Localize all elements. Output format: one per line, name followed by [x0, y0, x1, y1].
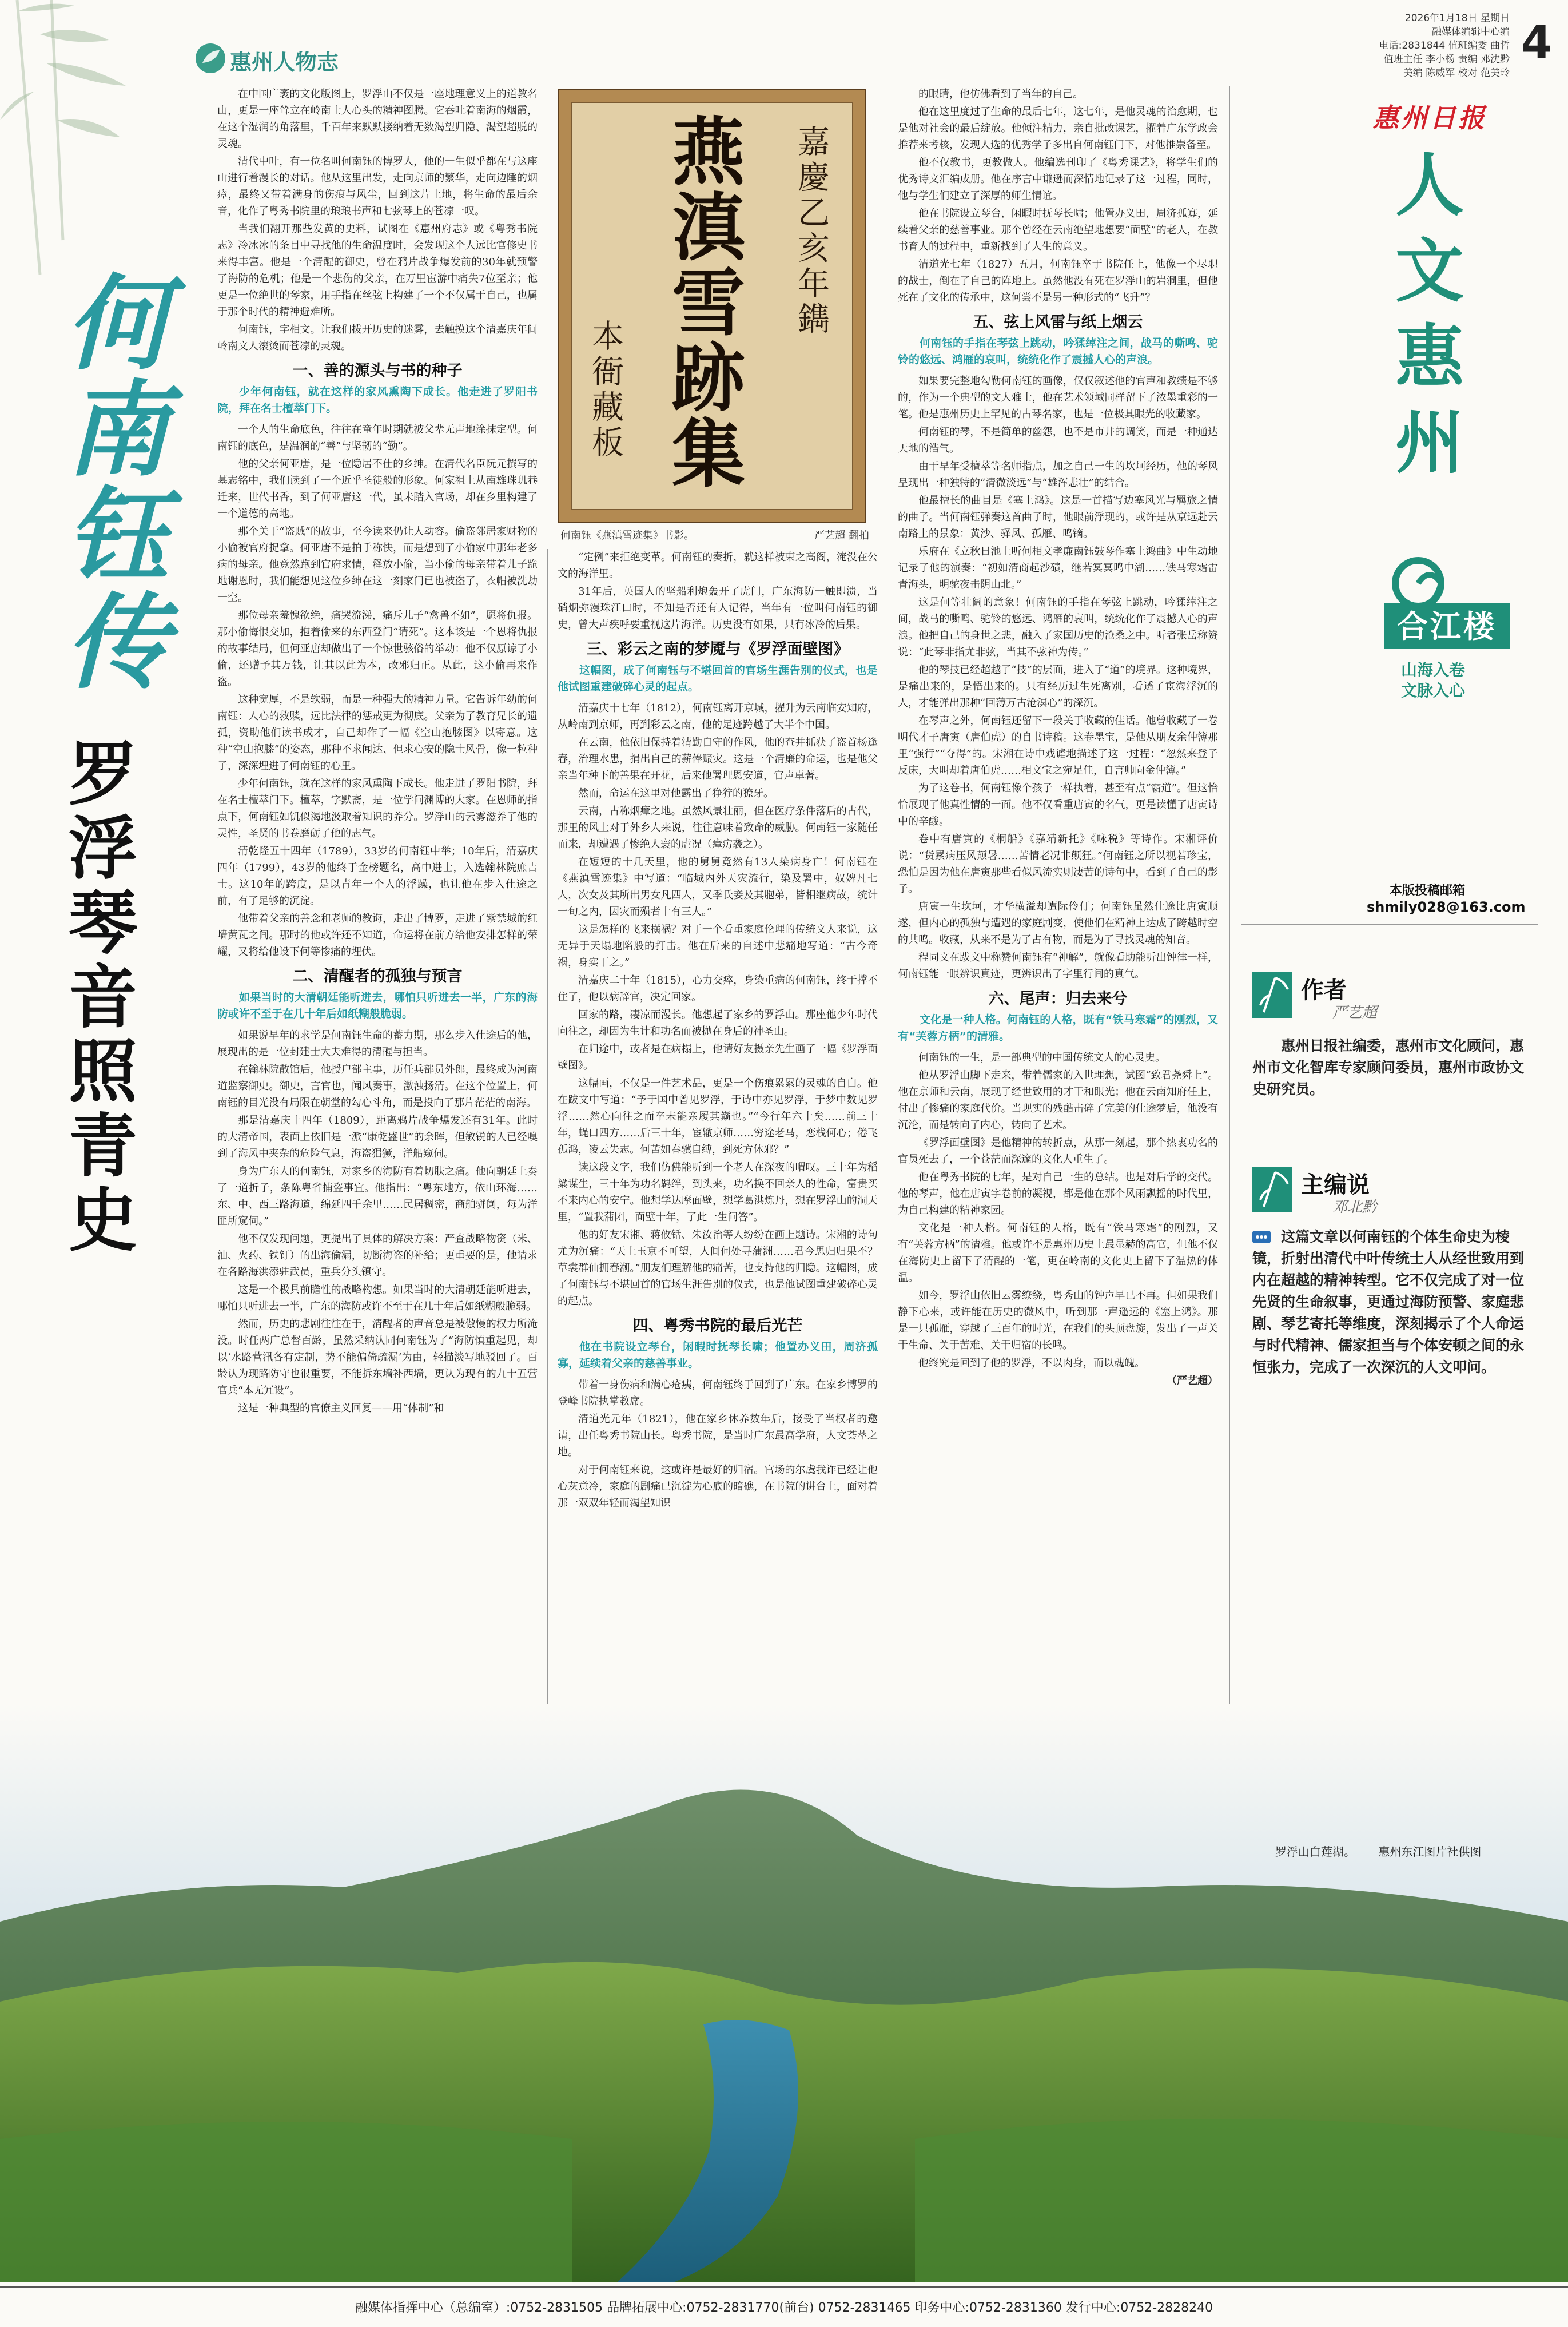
paragraph: 他最擅长的曲目是《塞上鸿》。这是一首描写边塞风光与羁旅之情的曲子。当何南钰弹奏这首曲子时，他眼前浮现的，或许是从京远赴云南路上的景象：黄沙、驿风、孤雁、鸣镝。 — [898, 495, 1218, 540]
desk-line: 融媒体编辑中心编 — [1432, 26, 1510, 38]
paragraph: 那是清嘉庆十四年（1809），距离鸦片战争爆发还有31年。此时的大清帝国，表面上依旧是一派“康乾盛世”的余晖，但敏锐的人已经嗅到了海风中夹杂的危险气息，海盗猖獗，洋船窥伺。 — [217, 1115, 538, 1160]
paragraph: 如果要完整地勾勒何南钰的画像，仅仅叙述他的官声和教绩是不够的，作为一个典型的文人雅士，他在艺术领域同样留下了浓墨重彩的一笔。他是惠州历史上罕见的古琴名家，也是一位极具眼光的收藏家。 — [898, 375, 1218, 420]
paragraph: 这是一个极具前瞻性的战略构想。如果当时的大清朝廷能听进去，哪怕只听进去一半，广东的海防或许不至于在几十年后如纸糊般脆弱。 — [217, 1284, 538, 1312]
book-side-text: 嘉慶乙亥年鐫 — [793, 125, 830, 337]
paragraph: 这是怎样的飞来横祸？对于一个看重家庭伦理的传统文人来说，这无异于天塌地陷般的打击。他在后来的自述中悲痛地写道：“古今奇祸，身实丁之。” — [558, 924, 878, 969]
paragraph: 在云南，他依旧保持着清勤自守的作风，他的查井抓获了盗首杨逢春，治理水患，捐出自己的薪俸赈灾。这是一个清廉的命运，也是他父亲当年种下的善果在开花，后来他署理恩安道，官声卓著。 — [558, 737, 878, 782]
paragraph: 他不仅发现问题，更提出了具体的解决方案：严查战略物资（米、油、火药、铁钉）的出海偷漏，切断海盗的补给；更重要的是，他请求在各路海洪添驻武员，重兵分头镇守。 — [217, 1233, 538, 1278]
section-lead-1: 少年何南钰，就在这样的家风熏陶下成长。他走进了罗阳书院，拜在名士檀萃门下。 — [217, 385, 538, 415]
book-caption — [560, 527, 869, 542]
column-slogan-2: 文脉入心 — [1401, 681, 1466, 700]
paragraph: 这幅画，不仅是一件艺术品，更是一个伤痕累累的灵魂的自白。他在跋文中写道：“予于国中曾见罗浮，于诗中亦见罗浮，于梦中数见罗浮……然心向往之而卒未能亲履其巅也。”“今行年六十矣……前三十年，蝇口四方……后三十年，宦辙京师……穷途老马，恋栈何心；倦飞孤鸿，凌云失志。何苦如春骥自缚，到死方休邪？” — [558, 1077, 878, 1156]
editor-bamboo-icon — [1252, 1167, 1292, 1212]
footer-rule — [0, 2286, 1568, 2288]
paragraph: 的眼睛，他仿佛看到了当年的自己。 — [918, 88, 1083, 100]
section-heading-2: 二、清醒者的孤独与预言 — [292, 968, 463, 985]
column-slogan-1: 山海入卷 — [1401, 661, 1466, 679]
editor-label: 主编说 — [1301, 1172, 1370, 1198]
section-label-text: 惠州人物志 — [230, 50, 339, 75]
paragraph: 清道光元年（1821），他在家乡休养数年后，接受了当权者的邀请，出任粤秀书院山长。粤秀书院，是当时广东最高学府，人文荟萃之地。 — [558, 1413, 878, 1458]
paragraph: 这是一种典型的官僚主义回复——用“体制”和 — [238, 1402, 444, 1414]
paragraph: 在归途中，或者是在病榻上，他请好友摄亲先生画了一幅《罗浮面壁图》。 — [558, 1043, 878, 1072]
paragraph: 清嘉庆十七年（1812），何南钰离开京城，擢升为云南临安知府，从岭南到京师，再到彩云之南，他的足迹跨越了大半个中国。 — [558, 702, 878, 731]
date-line: 2026年1月18日 星期日 — [1404, 13, 1510, 24]
phone-line: 电话:2831844 值班编委 曲哲 — [1379, 40, 1510, 51]
mailbox-title: 本版投稿邮箱 — [1390, 884, 1466, 898]
section-lead-6: 文化是一种人格。何南钰的人格，既有“铁马寒霜”的刚烈，又有“芙蓉方柄”的清雅。 — [898, 1013, 1218, 1043]
paragraph: 何南钰，字相文。让我们拨开历史的迷雾，去触摸这个清嘉庆年间岭南文人滚烫而苍凉的灵魂。 — [217, 324, 538, 352]
author-label: 作者 — [1301, 977, 1347, 1004]
paragraph: 带着一身伤病和满心疮痍，何南钰终于回到了广东。在家乡博罗的登峰书院执掌教席。 — [558, 1379, 878, 1407]
book-right-text: 本衙藏板 — [587, 319, 624, 461]
section-heading-5: 五、弦上风雷与纸上烟云 — [973, 313, 1143, 331]
paragraph: 身为广东人的何南钰，对家乡的海防有着切肤之痛。他向朝廷上奏了一道折子，条陈粤省捕盗事宜。他指出：“粤东地方，依山环海……东、中、西三路海道，绵延四千余里……民居稠密，商舶骈阗，每为洋匪所窥伺。” — [217, 1166, 538, 1227]
paragraph: 然而，历史的悲剧往往在于，清醒者的声音总是被傲慢的权力所淹没。时任两广总督百龄，虽然采纳认同何南钰为了“海防慎重起见，却以‘水路营汛各有定制，势不能偏倚疏漏’为由，轻描淡写地驳回了。百龄认为现路防守也很重要，不能拆东墙补西墙，更认为现有的九十五营官兵“本无冗设”。 — [217, 1318, 538, 1397]
paragraph: 文化是一种人格。何南钰的人格，既有“铁马寒霜”的刚烈，又有“芙蓉方柄”的清雅。他或许不是惠州历史上最显赫的高官，但他不仅在海防史上留下了清醒的一笔，更在岭南的文化史上留下了温热的体温。 — [898, 1222, 1218, 1284]
staff-line-2: 美编 陈威军 校对 范美玲 — [1403, 67, 1510, 79]
editor-comment: 这篇文章以何南钰的个体生命史为棱镜，折射出清代中叶传统士人从经世致用到内在超越的精神转型。它不仅完成了对一位先贤的生命叙事，更通过海防预警、家庭悲剧、琴艺寄托等维度，深刻揭示了个人命运与时代精神、儒家担当与个体安顿之间的永恒张力，完成了一次深沉的人文叩问。 — [1252, 1228, 1525, 1375]
paragraph: 清嘉庆二十年（1815），心力交瘁，身染重病的何南钰，终于撑不住了，他以病辞官，决定回家。 — [558, 974, 878, 1003]
paragraph: 《罗浮面壁图》是他精神的转折点，从那一刻起，那个热衷功名的官员死去了，一个苍茫而深邃的文化人重生了。 — [898, 1137, 1218, 1166]
paragraph: 当我们翻开那些发黄的史料，试图在《惠州府志》或《粤秀书院志》冷冰冰的条目中寻找他的生命温度时，会发现这个人远比官修史书来得丰富。他是一个清醒的御史，曾在鸦片战争爆发前的30年就预警了海防的危机；他是一个悲伤的父亲，在万里宦游中痛失7位至亲；他更是一位绝世的琴家，用手指在丝弦上构建了一个不仅属于自己，也属于那个时代的精神避难所。 — [217, 223, 538, 318]
paragraph: 乐府在《立秋日池上听何相文孝廉南钰鼓琴作塞上鸿曲》中生动地记录了他的演奏：“初如清商起沙碛，继若冥冥鸣中湖……铁马寒霜雷青海头，明驼夜击阴山北。” — [898, 546, 1218, 591]
paragraph: 程同文在跋文中称赞何南钰有“神解”，就像看助能听出钟律一样，何南钰能一眼辨识真迹，更辨识出了字里行间的真气。 — [898, 952, 1218, 980]
paragraph: 他不仅教书，更教做人。他编选刊印了《粤秀课艺》，将学生们的优秀诗文汇编成册。他在序言中谦逊而深情地记录了这一过程，同时，他与学生们建立了深厚的师生情谊。 — [898, 157, 1218, 202]
luofu-lake-photo — [0, 1704, 1568, 2282]
paragraph: 为了这卷书，何南钰像个孩子一样执着，甚至有点“霸道”。但这恰恰展现了他真性情的一面。他不仅看重唐寅的名气，更是读懂了唐寅诗中的辛酸。 — [898, 782, 1218, 828]
paragraph: 回家的路，凄凉而漫长。他想起了家乡的罗浮山。那座他少年时代向往之，却因为生计和功名而被抛在身后的神圣山。 — [558, 1009, 878, 1037]
paragraph: 一个人的生命底色，往往在童年时期就被父辈无声地涂抹定型。何南钰的底色，是温润的“善”与坚韧的“勤”。 — [217, 424, 538, 452]
paragraph: 何南钰的琴，不是简单的幽怨，也不是市井的调笑，而是一种通达天地的浩气。 — [898, 426, 1218, 455]
photo-caption-text: 罗浮山白莲湖。 — [1275, 1845, 1355, 1859]
paragraph: 如果说早年的求学是何南钰生命的蓄力期，那么步入仕途后的他，展现出的是一位封建士大夫难得的清醒与担当。 — [217, 1029, 538, 1058]
paragraph: 卷中有唐寅的《桐船》《嘉靖新托》《咏税》等诗作。宋湘评价说：“货累病压风颠暑……苦情老况非颠狂。”何南钰之所以视若珍宝，恐怕是因为他在唐寅那些看似风流实则凄苦的诗句中，看到了自己的影子。 — [898, 833, 1218, 895]
author-bio: 惠州日报社编委，惠州市文化顾问，惠州市文化智库专家顾问委员，惠州市政协文史研究员。 — [1252, 1037, 1525, 1097]
book-title-chars: 燕滇雪跡集 — [659, 113, 745, 491]
section-lead-5: 何南钰的手指在琴弦上跳动，吟猱绰注之间，战马的嘶鸣、驼铃的悠远、鸿雁的哀叫，统统化作了震撼人心的声浪。 — [898, 337, 1218, 366]
paragraph: 清乾隆五十四年（1789），33岁的何南钰中举；10年后，清嘉庆四年（1799），43岁的他终于金榜题名，高中进士，入选翰林院庶吉士。这10年的跨度，是以青年一个人的浮躁，也让他在步入仕途之前，有了足够的沉淀。 — [217, 845, 538, 907]
paragraph: 他的好友宋湘、蒋攸铦、朱汝治等人纷纷在画上题诗。宋湘的诗句尤为沉痛：“天上玉京不可望，人间何处寻蒲洲……君今思归归果不？草裳群仙拥春潮。”朋友们理解他的痛苦，也支持他的归隐。这幅图，成了何南钰与不堪回首的官场生涯告别的仪式，也是他试图重建破碎心灵的起点。 — [558, 1229, 878, 1307]
photo-caption — [1275, 1843, 1481, 1859]
footer-line: 融媒体指挥中心（总编室）:0752-2831505 品牌拓展中心:0752-2831770(前台) 0752-2831465 印务中心:0752-2831360 发行中心:0752-2828240 — [355, 2301, 1213, 2315]
article-column-2 — [558, 549, 878, 1513]
paragraph: 他的琴技已经超越了“技”的层面，进入了“道”的境界。这种境界，是痛出来的，是悟出来的。只有经历过生死离别，看透了宦海浮沉的人，才能弹出那种“回薄万古沧溟心”的深沉。 — [898, 664, 1218, 709]
paragraph: 在中国广袤的文化版图上，罗浮山不仅是一座地理意义上的道教名山，更是一座耸立在岭南士人心头的精神图腾。它吞吐着南海的烟霞，在这个湿润的角落里，千百年来默默接纳着无数渴望归隐、渴望超脱的灵魂。 — [217, 88, 538, 150]
page-number: 4 — [1521, 17, 1553, 69]
bamboo-decoration — [0, 0, 206, 286]
paragraph: 他的父亲何亚唐，是一位隐居不仕的乡绅。在清代名臣阮元撰写的墓志铭中，我们读到了一个近乎圣徒般的形象。何家祖上从南雄珠玑巷迁来，世代书香，到了何亚唐这一代，虽未踏入官场，却在乡里构建了一个道德的高地。 — [217, 458, 538, 520]
paragraph: 少年何南钰，就在这样的家风熏陶下成长。他走进了罗阳书院，拜在名士檀萃门下。檀萃，字默斋，是一位学问渊博的大家。在恩师的指点下，何南钰如饥似渴地汲取着知识的养分。罗浮山的云雾滋养了他的灵性，圣贤的书卷磨砺了他的志气。 — [217, 778, 538, 840]
column-divider — [547, 549, 548, 1836]
paragraph: 这种宽厚，不是软弱，而是一种强大的精神力量。它告诉年幼的何南钰：人心的救赎，远比法律的惩戒更为彻底。父亲为了教育兄长的遗孤，资助他们读书成才，自己却作了一幅《空山抱膝图》以寄意。这种“空山抱膝”的姿态，那种不求闻达、但求心安的隐士风骨，像一粒种子，深深埋进了何南钰的心里。 — [217, 694, 538, 772]
paragraph: 那个关于“盗贼”的故事，至今读来仍让人动容。偷盗邻居家财物的小偷被官府捉拿。何亚唐不是拍手称快，而是想到了小偷家中那年老多病的母亲。他竟然跑到官府求情，释放小偷，当小偷的母亲带着儿子跪地谢恩时，我们能想见这位乡绅在这一刻家门已也被盗了，衣帽被洗劫一空。 — [217, 526, 538, 604]
column-name: 合江楼 — [1384, 603, 1510, 649]
masthead: 惠州日报 — [1372, 102, 1487, 133]
book-credit: 严艺超 翻拍 — [814, 530, 869, 542]
paragraph: 云南，古称烟瘴之地。虽然风景壮丽，但在医疗条件落后的古代，那里的风土对于外乡人来说，往往意味着致命的威胁。何南钰一家随任而来，却遭遇了惨绝人寰的虐况（瘴疠袭之）。 — [558, 805, 878, 850]
column-emblem — [1384, 549, 1533, 698]
title-main: 何南钰传 — [49, 269, 169, 694]
paragraph: 在琴声之外，何南钰还留下一段关于收藏的佳话。他曾收藏了一卷明代才子唐寅（唐伯虎）的自书诗稿。这卷墨宝，是他从朋友余仲簿那里“强行”“夺得”的。宋湘在诗中戏谑地描述了这一过程：“忽然来登子反床，大叫却着唐伯虎……相文宝之宛足佳，自言帅向金仲簿。” — [898, 715, 1218, 777]
editor-name: 邓北黔 — [1332, 1199, 1378, 1216]
paragraph: 由于早年受檀萃等名师指点，加之自己一生的坎坷经历，他的琴风呈现出一种独特的“清微淡远”与“雄浑悲壮”的结合。 — [898, 460, 1218, 489]
header-meta — [1332, 11, 1510, 80]
section-heading-4: 四、粤秀书院的最后光芒 — [632, 1317, 803, 1335]
section-heading-1: 一、善的源头与书的种子 — [292, 362, 463, 380]
paragraph: 31年后，英国人的坚船利炮轰开了虎门，广东海防一触即溃，当硝烟弥漫珠江口时，不知是否还有人记得，当年有一位叫何南钰的御史，曾大声疾呼要重视这片海洋。历史没有如果，只有冰冷的后果。 — [558, 586, 878, 631]
sidebar-rule — [1241, 924, 1538, 925]
article-column-3 — [898, 86, 1218, 1389]
staff-line-1: 值班主任 李小杨 责编 邓沈黔 — [1383, 54, 1510, 65]
paragraph: 清道光七年（1827）五月，何南钰卒于书院任上，他像一个尽职的战士，倒在了自己的阵地上。虽然他没有死在罗浮山的岩洞里，但他死在了文化的传承中，这何尝不是另一种形式的“飞升”？ — [898, 258, 1218, 304]
paragraph: 在短短的十几天里，他的舅舅竟然有13人染病身亡！何南钰在《燕滇雪迹集》中写道：“临城内外天灾流行，染及署中，奴婢凡七人，次女及其所出男女凡四人，又季氏妾及其胞弟，皆相继病故，统计一旬之内，因灾而殒者十有三人。” — [558, 856, 878, 918]
paragraph: 清代中叶，有一位名叫何南钰的博罗人，他的一生似乎都在与这座山进行着漫长的对话。他从这里出发，走向京师的繁华，走向边陲的烟瘴，最终又带着满身的伤痕与风尘，回到这片土地，将生命的最后余音，化作了粤秀书院里的琅琅书声和七弦琴上的苍凉一叹。 — [217, 156, 538, 217]
mailbox-email[interactable]: shmily028@163.com — [1367, 899, 1526, 915]
paragraph: 唐寅一生坎坷，才华横溢却遭际伶仃；何南钰虽然仕途比唐寅顺遂，但内心的孤独与遭遇的家庭剧变，使他们在精神上达成了跨越时空的共鸣。收藏，从来不是为了占有物，而是为了寻找灵魂的知音。 — [898, 901, 1218, 946]
paragraph: 那位母亲羞愧欲绝，痛哭流涕，痛斥儿子“禽兽不如”，愿将仇报。那小偷悔恨交加，抱着偷来的东西登门“请死”。这本该是一个恩将仇报的故事结局，但何亚唐却做出了一个惊世骇俗的举动：他不仅原谅了小偷，还赠予其万钱，让其以此为本，改邪归正。从此，这小偷再来作盗。 — [217, 610, 538, 688]
paragraph: 何南钰的一生，是一部典型的中国传统文人的心灵史。 — [918, 1052, 1165, 1064]
paragraph: 他在书院设立琴台，闲暇时抚琴长啸；他置办义田，周济孤寡，延续着父亲的慈善事业。那个曾经在云南绝望地想要“面壁”的老人，在教书育人的过程中，重新找到了人生的意义。 — [898, 208, 1218, 253]
column-divider — [1229, 86, 1230, 1836]
section-lead-3: 这幅图，成了何南钰与不堪回首的官场生涯告别的仪式，也是他试图重建破碎心灵的起点。 — [558, 664, 878, 693]
paragraph: 在翰林院散馆后，他授户部主事，历任兵部员外郎，最终成为河南道监察御史。御史，言官也，闻风奏事，激浊扬清。在这个位置上，何南钰的目光没有局限在朝堂的勾心斗角，而是投向了那片茫茫的南海。 — [217, 1064, 538, 1109]
article-column-1 — [217, 86, 538, 1418]
section-lead-2: 如果当时的大清朝廷能听进去，哪怕只听进去一半，广东的海防或许不至于在几十年后如纸糊般脆弱。 — [217, 991, 538, 1020]
section-lead-4: 他在书院设立琴台，闲暇时抚琴长啸；他置办义田，周济孤寡，延续着父亲的慈善事业。 — [558, 1340, 878, 1370]
paragraph: 他带着父亲的善念和老师的教诲，走出了博罗，走进了紫禁城的红墙黄瓦之间。那时的他或许还不知道，命运将在前方给他安排怎样的荣耀，又将给他设下何等惨痛的埋伏。 — [217, 913, 538, 958]
paragraph: “定例”来拒绝变革。何南钰的奏折，就这样被束之高阁，淹没在公文的海洋里。 — [558, 551, 878, 580]
paragraph: 他从罗浮山脚下走来，带着儒家的入世理想，试图“致君尧舜上”。他在京师和云南，展现了经世致用的才干和眼光；他在云南知府任上，付出了惨痛的家庭代价。当现实的残酷击碎了完美的仕途梦后，他没有沉沦，而是转向了内心，转向了艺术。 — [898, 1069, 1218, 1131]
book-caption-text: 何南钰《燕滇雪迹集》书影。 — [560, 530, 694, 542]
paragraph: 读这段文字，我们仿佛能听到一个老人在深夜的喟叹。三十年为稻粱谋生，三十年为功名羁绊，到头来，功名换不回亲人的性命，富贵买不来内心的安宁。他想学达摩面壁，想学葛洪炼丹，想在罗浮山的洞天里，“置我蒲团，面壁十年，了此一生问答”。 — [558, 1161, 878, 1223]
paragraph: 他在这里度过了生命的最后七年，这七年，是他灵魂的治愈期，也是他对社会的最后绽放。他倾注精力，亲自批改课艺，擢着广东学政会推荐来考核，发现人选的优秀学子多出自何南钰门下，对他推崇备至。 — [898, 106, 1218, 151]
paragraph: 他终究是回到了他的罗浮，不以肉身，而以魂魄。 — [918, 1357, 1145, 1369]
book-cover-image — [558, 89, 866, 523]
humanities-label: 人文惠州 — [1384, 149, 1464, 492]
paragraph: 他在粤秀书院的七年，是对自己一生的总结。也是对后学的交代。他的琴声，他在唐寅字卷前的凝视，都是他在那个风雨飘摇的时代里，为自己构建的精神家园。 — [898, 1171, 1218, 1216]
author-name: 严艺超 — [1332, 1004, 1378, 1021]
signature: （严艺超） — [1167, 1375, 1218, 1387]
section-label — [194, 40, 377, 75]
section-heading-6: 六、尾声：归去来兮 — [988, 990, 1128, 1008]
photo-credit: 惠州东江图片社供图 — [1378, 1845, 1482, 1859]
paragraph: 对于何南钰来说，这或许是最好的归宿。官场的尔虞我诈已经让他心灰意冷，家庭的剧痛已沉淀为心底的暗礁，在书院的讲台上，面对着那一双双年轻而渴望知识 — [558, 1464, 878, 1509]
paragraph: 如今，罗浮山依旧云雾缭绕，粤秀山的钟声早已不再。但如果我们静下心来，或许能在历史的微风中，听到那一声遥远的《塞上鸿》。那是一只孤雁，穿越了三百年的时光，在我们的头顶盘旋，发出了一声关于生命、关于苦难、关于归宿的长鸣。 — [898, 1290, 1218, 1351]
title-sub: 罗浮琴音照青史 — [57, 738, 138, 1258]
author-bamboo-icon — [1252, 972, 1292, 1018]
section-heading-3: 三、彩云之南的梦魇与《罗浮面壁图》 — [586, 641, 849, 658]
paragraph: 这是何等壮阔的意象！何南钰的手指在琴弦上跳动，吟猱绰注之间，战马的嘶鸣、驼铃的悠远、鸿雁的哀叫，统统化作了震撼人心的声浪。他把自己的身世之悲，融入了家国历史的沧桑之中。听者张岳称赞说：“此琴非指尤非弦，当其不弦神为传。” — [898, 596, 1218, 658]
paragraph: 然而，命运在这里对他露出了狰狞的獠牙。 — [578, 787, 774, 799]
leaf-emblem-icon — [194, 42, 226, 74]
